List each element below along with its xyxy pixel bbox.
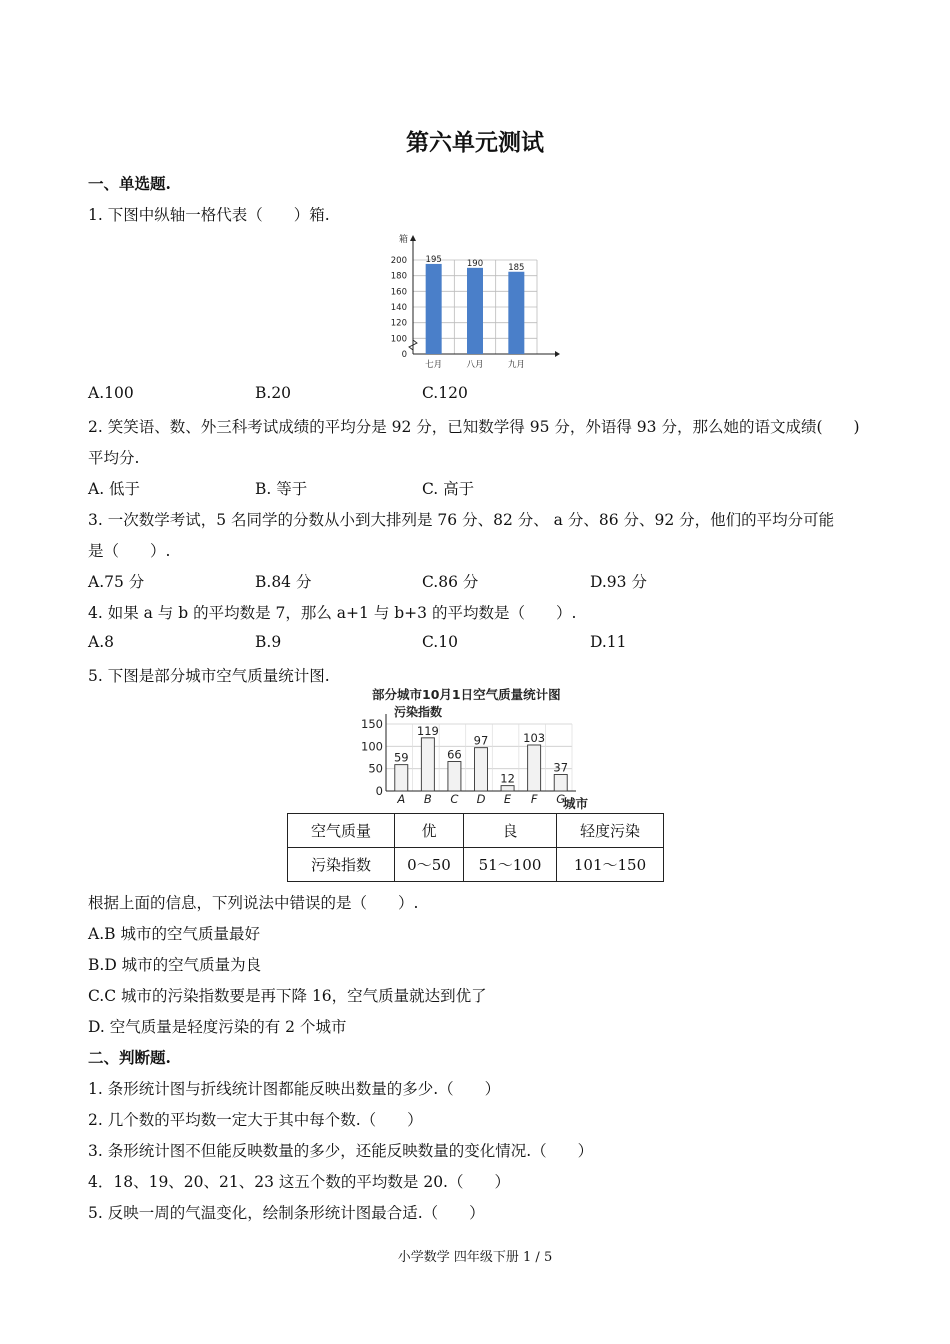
data-label: 37 xyxy=(553,760,569,775)
y-tick-label: 0 xyxy=(401,350,407,360)
judge-item-3: 3. 条形统计图不但能反映数量的多少，还能反映数量的变化情况.（ ） xyxy=(88,1142,594,1160)
bar xyxy=(421,738,434,791)
chart-air-quality xyxy=(350,684,600,812)
bar xyxy=(467,268,483,354)
data-label: 103 xyxy=(523,730,546,745)
q5-option-b: B.D 城市的空气质量为良 xyxy=(88,956,262,974)
y-tick-label: 100 xyxy=(361,739,383,754)
x-tick-label: F xyxy=(530,792,538,806)
table-cell: 良 xyxy=(464,814,557,848)
y-tick-label: 200 xyxy=(390,256,407,266)
q4-option-c: C.10 xyxy=(422,633,458,651)
data-label: 185 xyxy=(508,262,525,273)
data-label: 195 xyxy=(425,254,442,265)
data-label: 97 xyxy=(473,733,489,748)
air-quality-table xyxy=(287,813,664,882)
judge-item-4: 4．18、19、20、21、23 这五个数的平均数是 20.（ ） xyxy=(88,1173,510,1191)
bar xyxy=(395,765,408,791)
table-cell: 轻度污染 xyxy=(557,814,664,848)
y-tick-label: 180 xyxy=(390,271,407,282)
x-axis-arrow xyxy=(555,351,560,357)
q4-option-b: B.9 xyxy=(255,633,282,651)
y-axis-label: 箱 xyxy=(399,235,409,245)
y-tick-label: 0 xyxy=(375,784,383,798)
data-label: 66 xyxy=(447,747,462,762)
y-axis-arrow xyxy=(410,235,416,241)
question-1: 1. 下图中纵轴一格代表（ ）箱. xyxy=(88,206,330,224)
table-row xyxy=(288,814,664,848)
bar xyxy=(475,748,488,791)
y-tick-label: 120 xyxy=(390,318,407,329)
y-tick-label: 160 xyxy=(390,287,407,298)
q4-option-a: A.8 xyxy=(88,633,114,651)
q3-option-c: C.86 分 xyxy=(422,573,479,591)
y-tick-label: 140 xyxy=(390,303,407,313)
table-cell: 空气质量 xyxy=(288,814,395,848)
question-2-line2: 平均分. xyxy=(88,449,140,467)
section-heading-true-false: 二、判断题. xyxy=(88,1048,171,1067)
x-tick-label: E xyxy=(503,792,512,806)
q2-option-b: B. 等于 xyxy=(255,480,308,498)
x-axis-label: 城市 xyxy=(563,796,589,811)
table-row xyxy=(288,848,664,882)
q1-option-c: C.120 xyxy=(422,384,468,402)
q3-option-d: D.93 分 xyxy=(590,573,647,591)
q5-option-d: D. 空气质量是轻度污染的有 2 个城市 xyxy=(88,1018,347,1036)
x-tick-label: 八月 xyxy=(466,360,484,370)
q3-option-a: A.75 分 xyxy=(88,573,145,591)
bar xyxy=(554,774,567,791)
data-label: 190 xyxy=(466,258,484,269)
data-label: 12 xyxy=(500,771,515,786)
table-cell: 优 xyxy=(395,814,464,848)
x-tick-label: G xyxy=(556,792,566,806)
section-heading-single-choice: 一、单选题. xyxy=(88,174,171,193)
bar xyxy=(501,786,514,791)
y-tick-label: 100 xyxy=(390,334,407,345)
q2-option-a: A. 低于 xyxy=(88,480,141,498)
bar xyxy=(508,272,524,354)
q1-option-b: B.20 xyxy=(255,384,292,402)
x-tick-label: D xyxy=(476,792,486,806)
q4-option-d: D.11 xyxy=(590,633,627,651)
page-footer: 小学数学 四年级下册 1 / 5 xyxy=(397,1250,553,1265)
table-cell: 污染指数 xyxy=(288,848,395,882)
x-tick-label: A xyxy=(397,792,406,806)
judge-item-5: 5. 反映一周的气温变化，绘制条形统计图最合适.（ ） xyxy=(88,1204,485,1222)
question-3-line1: 3. 一次数学考试，5 名同学的分数从小到大排列是 76 分、82 分、 a 分、86 分、92 分，他们的平均分可能 xyxy=(88,511,835,529)
chart-title: 部分城市10月1日空气质量统计图 xyxy=(372,687,561,702)
x-tick-label: B xyxy=(423,792,432,806)
table-cell: 51～100 xyxy=(464,848,557,882)
judge-item-2: 2. 几个数的平均数一定大于其中每个数.（ ） xyxy=(88,1111,423,1129)
q5-option-c: C.C 城市的污染指数要是再下降 16，空气质量就达到优了 xyxy=(88,987,487,1005)
question-4: 4. 如果 a 与 b 的平均数是 7，那么 a+1 与 b+3 的平均数是（ ）. xyxy=(88,604,577,622)
question-2-line1: 2. 笑笑语、数、外三科考试成绩的平均分是 92 分，已知数学得 95 分，外语得 93 分，那么她的语文成绩( ) xyxy=(88,418,860,436)
question-5: 5. 下图是部分城市空气质量统计图. xyxy=(88,667,330,685)
data-label: 119 xyxy=(416,723,439,738)
bar xyxy=(448,762,461,791)
question-5-prompt: 根据上面的信息，下列说法中错误的是（ ）. xyxy=(88,894,419,912)
question-3-line2: 是（ ）. xyxy=(88,542,171,560)
q2-option-c: C. 高于 xyxy=(422,480,475,498)
bar xyxy=(528,745,541,791)
y-tick-label: 150 xyxy=(361,717,383,731)
bar xyxy=(426,264,442,354)
table-cell: 101～150 xyxy=(557,848,664,882)
q1-option-a: A.100 xyxy=(88,384,134,402)
x-tick-label: 九月 xyxy=(507,360,525,370)
chart-monthly-boxes xyxy=(365,228,570,376)
judge-item-1: 1. 条形统计图与折线统计图都能反映出数量的多少.（ ） xyxy=(88,1080,501,1098)
x-tick-label: C xyxy=(450,792,459,806)
x-tick-label: 七月 xyxy=(425,360,443,370)
y-tick-label: 50 xyxy=(368,761,383,776)
table-cell: 0～50 xyxy=(395,848,464,882)
page-title: 第六单元测试 xyxy=(406,129,544,156)
q5-option-a: A.B 城市的空气质量最好 xyxy=(88,925,260,943)
data-label: 59 xyxy=(393,750,409,765)
q3-option-b: B.84 分 xyxy=(255,573,312,591)
y-axis-label: 污染指数 xyxy=(394,705,443,719)
